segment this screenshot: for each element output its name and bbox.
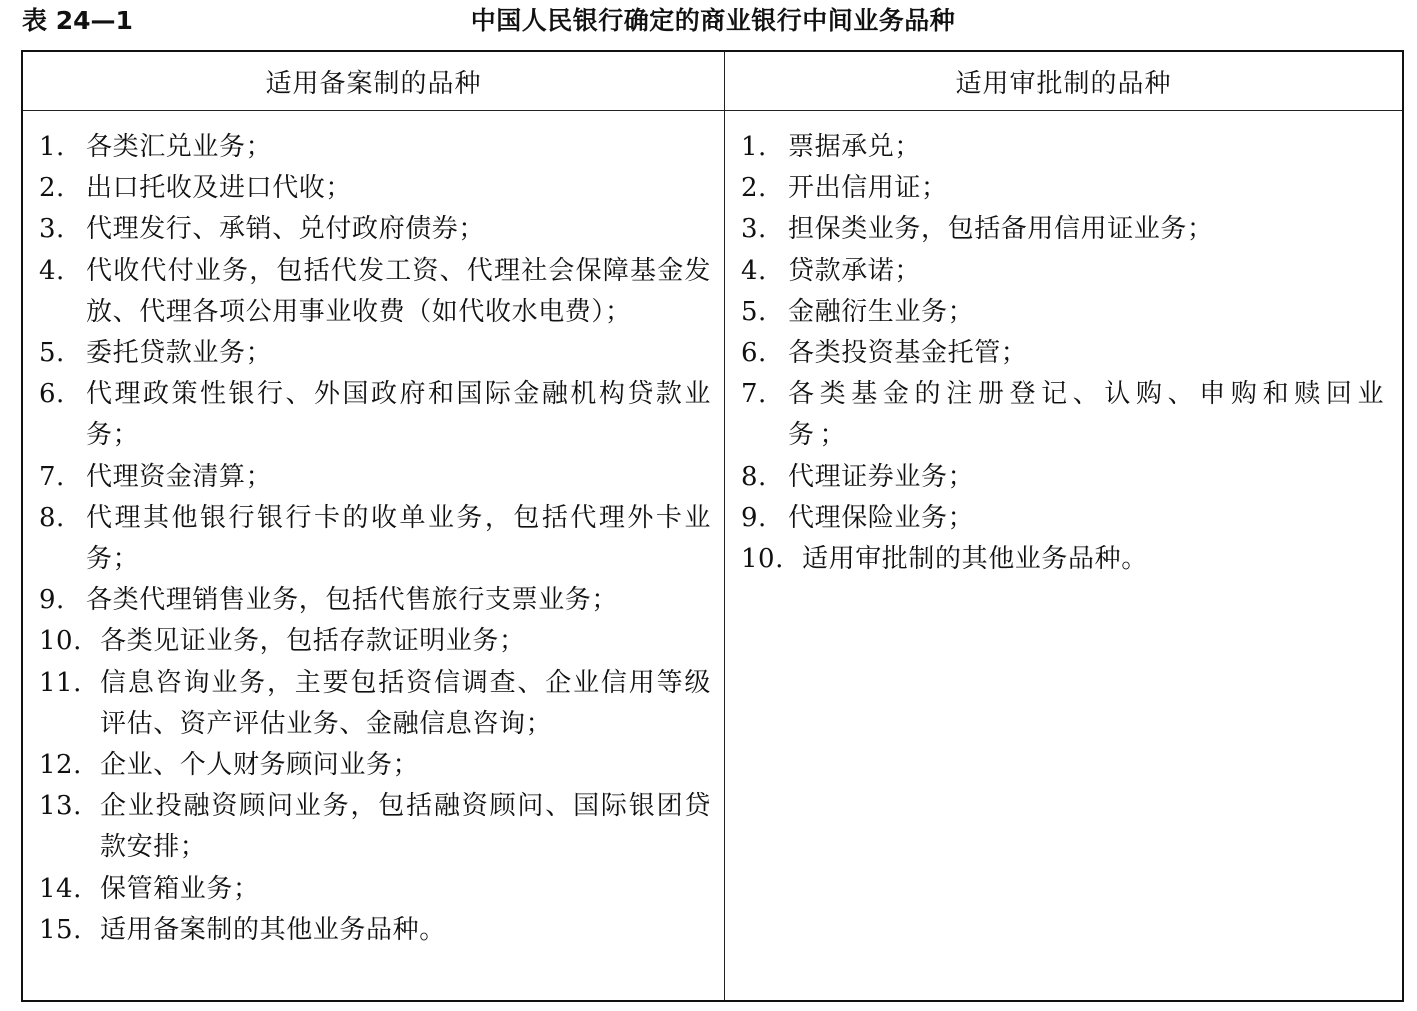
list-item [39,333,711,374]
list-item [39,168,711,209]
item-text: 代收代付业务，包括代发工资、代理社会保障基金发放、代理各项公用事业收费（如代收水电费）； [86,255,711,327]
item-text: 适用备案制的其他业务品种。 [100,914,446,945]
item-number: 3. [741,214,767,245]
header-approval-system: 适用审批制的品种 [955,68,1172,99]
item-number: 8. [741,461,767,492]
item-text: 票据承兑； [788,132,922,162]
item-text: 信息咨询业务，主要包括资信调查、企业信用等级评估、资产评估业务、金融信息咨询； [100,667,711,739]
item-number: 5. [39,338,65,369]
item-text: 各类见证业务，包括存款证明业务； [100,626,526,657]
item-number: 6. [39,379,65,410]
list-item [741,292,1389,333]
column-divider [724,52,725,1000]
item-text: 适用审批制的其他业务品种。 [802,544,1148,575]
item-number: 2. [741,173,767,204]
item-text: 各类汇兑业务； [86,132,273,162]
list-item [39,374,711,456]
item-text: 企业、个人财务顾问业务； [100,750,420,781]
item-text: 担保类业务，包括备用信用证业务； [788,214,1214,245]
list-item [39,457,711,498]
item-number: 9. [741,502,767,533]
item-text: 委托贷款业务； [86,338,273,369]
list-item [39,745,711,786]
item-number: 1. [741,132,767,162]
item-number: 1. [39,132,65,162]
list-item [39,869,711,910]
list-item [39,621,711,662]
item-text: 代理资金清算； [86,461,273,492]
list-item [741,498,1389,539]
item-text: 贷款承诺； [788,255,922,286]
item-number: 15. [39,914,82,945]
item-text: 企业投融资顾问业务，包括融资顾问、国际银团贷款安排； [100,791,711,863]
item-text: 代理保险业务； [788,502,975,533]
list-item [741,457,1389,498]
item-number: 3. [39,214,65,245]
table-number: 表 24—1 [22,6,133,35]
table-caption [22,4,1404,40]
list-item [39,786,711,868]
item-text: 各类代理销售业务，包括代售旅行支票业务； [86,585,619,616]
list-item [39,209,711,250]
item-number: 8. [39,502,65,533]
list-item [39,498,711,580]
list-item [741,333,1389,374]
table-title: 中国人民银行确定的商业银行中间业务品种 [470,6,956,35]
item-number: 9. [39,585,65,616]
item-number: 4. [741,255,767,286]
item-text: 代理其他银行银行卡的收单业务，包括代理外卡业务； [86,502,711,575]
item-number: 2. [39,173,65,204]
item-text: 各类投资基金托管； [788,338,1028,369]
item-text: 代理政策性银行、外国政府和国际金融机构贷款业务； [86,379,711,451]
item-number: 12. [39,750,82,781]
item-number: 13. [39,791,82,822]
list-item [741,209,1389,250]
item-text: 保管箱业务； [100,873,260,904]
list-item [39,663,711,745]
list-item [39,910,711,951]
item-number: 10. [39,626,82,657]
item-text: 代理发行、承销、兑付政府债券； [86,214,486,245]
item-text: 开出信用证； [788,173,948,204]
item-number: 10. [741,544,784,575]
list-item [39,251,711,333]
item-number: 11. [39,667,82,698]
list-item [741,539,1389,580]
approval-system-list [741,127,1389,580]
header-filing-system: 适用备案制的品种 [265,68,482,99]
item-number: 5. [741,296,767,327]
filing-system-list [39,127,711,951]
business-types-table [21,50,1404,1002]
item-number: 14. [39,873,82,904]
item-text: 代理证券业务； [788,461,975,492]
item-number: 4. [39,255,65,286]
list-item [741,251,1389,292]
item-number: 7. [741,379,767,410]
list-item [741,168,1389,209]
item-text: 各类基金的注册登记、认购、申购和赎回业务； [788,379,1389,451]
item-text: 出口托收及进口代收； [86,173,353,204]
list-item [39,580,711,621]
list-item [741,374,1389,456]
item-text: 金融衍生业务； [788,296,975,327]
list-item [741,127,1389,168]
item-number: 7. [39,461,65,492]
header-divider [23,110,1402,111]
item-number: 6. [741,338,767,369]
list-item [39,127,711,168]
